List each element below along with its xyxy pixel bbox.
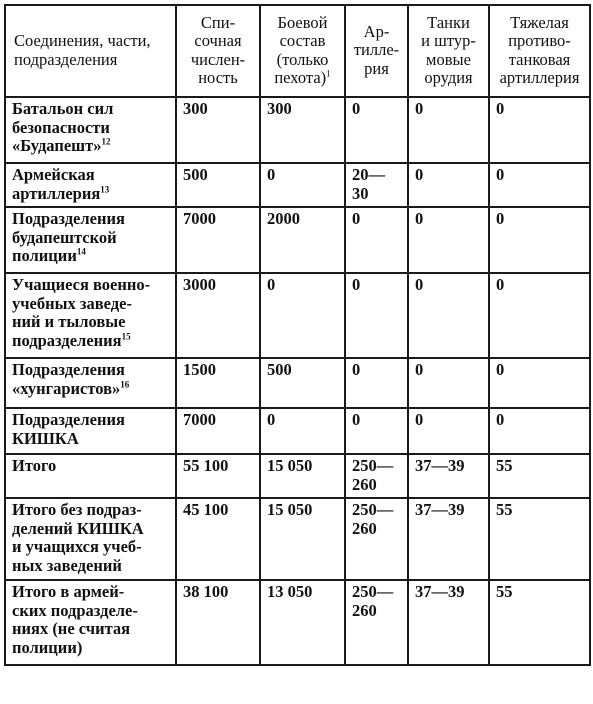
cell-listed-strength xyxy=(176,273,260,358)
cell-value: 55 xyxy=(496,500,513,519)
table-row xyxy=(5,580,590,665)
cell-value: 300 xyxy=(267,99,292,118)
cell-antitank xyxy=(489,207,590,273)
cell-combat-strength xyxy=(260,408,345,454)
row-label-cell xyxy=(5,207,176,273)
cell-antitank xyxy=(489,358,590,408)
cell-value: 0 xyxy=(352,209,361,228)
row-label: Итого в армей- ских подразделе- ниях (не считая полиции) xyxy=(12,582,138,657)
cell-tanks xyxy=(408,454,489,498)
cell-value: 500 xyxy=(183,165,208,184)
cell-combat-strength xyxy=(260,273,345,358)
row-label-cell xyxy=(5,163,176,207)
cell-combat-strength xyxy=(260,358,345,408)
cell-value: 38 100 xyxy=(183,582,229,601)
cell-artillery xyxy=(345,408,408,454)
cell-tanks xyxy=(408,163,489,207)
cell-value: 37—39 xyxy=(415,500,465,519)
cell-value: 55 100 xyxy=(183,456,229,475)
cell-value: 250— 260 xyxy=(352,500,394,538)
cell-artillery xyxy=(345,580,408,665)
cell-value: 0 xyxy=(352,360,361,379)
cell-tanks xyxy=(408,408,489,454)
cell-value: 0 xyxy=(352,410,361,429)
cell-listed-strength xyxy=(176,580,260,665)
row-label-cell xyxy=(5,97,176,163)
cell-listed-strength xyxy=(176,97,260,163)
row-label: Итого xyxy=(12,456,57,475)
cell-value: 250— 260 xyxy=(352,456,394,494)
cell-value: 20— 30 xyxy=(352,165,385,203)
footnote-marker: 12 xyxy=(101,136,111,147)
cell-value: 0 xyxy=(415,275,424,294)
cell-value: 55 xyxy=(496,582,513,601)
cell-tanks xyxy=(408,580,489,665)
cell-artillery xyxy=(345,358,408,408)
header-cell-listed-strength: Спи- сочная числен- ность xyxy=(176,5,260,97)
cell-listed-strength xyxy=(176,408,260,454)
cell-combat-strength xyxy=(260,97,345,163)
cell-combat-strength xyxy=(260,207,345,273)
cell-value: 1500 xyxy=(183,360,216,379)
table-row xyxy=(5,273,590,358)
cell-value: 0 xyxy=(496,209,505,228)
cell-value: 0 xyxy=(352,275,361,294)
cell-antitank xyxy=(489,498,590,580)
cell-antitank xyxy=(489,273,590,358)
cell-antitank xyxy=(489,408,590,454)
cell-artillery xyxy=(345,498,408,580)
cell-artillery xyxy=(345,97,408,163)
cell-artillery xyxy=(345,207,408,273)
header-row xyxy=(5,5,590,97)
cell-value: 0 xyxy=(415,209,424,228)
table-row xyxy=(5,163,590,207)
cell-value: 0 xyxy=(415,410,424,429)
row-label: Подразделения КИШКА xyxy=(12,410,125,448)
cell-value: 0 xyxy=(496,165,505,184)
cell-tanks xyxy=(408,97,489,163)
table-row xyxy=(5,97,590,163)
cell-value: 0 xyxy=(496,99,505,118)
footnote-marker: 1 xyxy=(326,68,331,79)
table-header xyxy=(5,5,590,97)
cell-tanks xyxy=(408,273,489,358)
footnote-marker: 15 xyxy=(121,331,131,341)
row-label-cell xyxy=(5,408,176,454)
row-label: Армейская артиллерия xyxy=(12,165,101,203)
cell-value: 45 100 xyxy=(183,500,229,519)
table-body xyxy=(5,97,590,665)
cell-value: 37—39 xyxy=(415,582,465,601)
cell-value: 250— 260 xyxy=(352,582,394,620)
footnote-marker: 16 xyxy=(120,379,130,389)
header-cell-combat-strength: Боевой состав (только пехота)$^1$ xyxy=(260,5,345,97)
cell-combat-strength xyxy=(260,163,345,207)
row-label-cell xyxy=(5,358,176,408)
cell-tanks xyxy=(408,207,489,273)
cell-artillery xyxy=(345,454,408,498)
cell-value: 2000 xyxy=(267,209,300,228)
cell-listed-strength xyxy=(176,163,260,207)
table-row xyxy=(5,408,590,454)
cell-value: 3000 xyxy=(183,275,216,294)
cell-value: 500 xyxy=(267,360,292,379)
cell-antitank xyxy=(489,163,590,207)
table-row xyxy=(5,207,590,273)
cell-value: 0 xyxy=(415,165,424,184)
cell-value: 0 xyxy=(352,99,361,118)
cell-artillery xyxy=(345,163,408,207)
cell-antitank xyxy=(489,580,590,665)
cell-value: 55 xyxy=(496,456,513,475)
header-cell-units: Соединения, части, подразделения xyxy=(5,5,176,97)
cell-value: 0 xyxy=(267,165,276,184)
cell-value: 0 xyxy=(415,360,424,379)
cell-value: 7000 xyxy=(183,410,216,429)
header-cell-artillery: Ар- тилле- рия xyxy=(345,5,408,97)
table-row xyxy=(5,498,590,580)
row-label: Итого без подраз- делений КИШКА и учащихся учеб- ных заведений xyxy=(12,500,144,575)
cell-listed-strength xyxy=(176,454,260,498)
cell-tanks xyxy=(408,498,489,580)
row-label: Учащиеся военно- учебных заведе- ний и тыловые подразделения xyxy=(12,275,151,350)
cell-listed-strength xyxy=(176,358,260,408)
footnote-marker: 13 xyxy=(100,184,110,194)
cell-value: 0 xyxy=(496,275,505,294)
row-label: Батальон сил безопасности «Будапешт» xyxy=(12,99,114,155)
cell-combat-strength xyxy=(260,580,345,665)
cell-combat-strength xyxy=(260,498,345,580)
cell-listed-strength xyxy=(176,498,260,580)
footnote-marker: 14 xyxy=(76,246,86,257)
row-label-cell xyxy=(5,454,176,498)
table-row xyxy=(5,454,590,498)
cell-value: 15 050 xyxy=(267,456,313,475)
cell-antitank xyxy=(489,97,590,163)
cell-value: 37—39 xyxy=(415,456,465,475)
cell-value: 15 050 xyxy=(267,500,313,519)
header-cell-antitank: Тяжелая противо- танковая артиллерия xyxy=(489,5,590,97)
cell-value: 7000 xyxy=(183,209,216,228)
cell-value: 0 xyxy=(496,360,505,379)
cell-value: 0 xyxy=(496,410,505,429)
cell-tanks xyxy=(408,358,489,408)
cell-value: 300 xyxy=(183,99,208,118)
cell-listed-strength xyxy=(176,207,260,273)
cell-value: 0 xyxy=(267,410,276,429)
cell-artillery xyxy=(345,273,408,358)
row-label: Подразделения «хунгаристов» xyxy=(12,360,125,398)
row-label-cell xyxy=(5,273,176,358)
cell-value: 0 xyxy=(415,99,424,118)
cell-value: 13 050 xyxy=(267,582,313,601)
header-cell-tanks: Танки и штур- мовые орудия xyxy=(408,5,489,97)
row-label-cell xyxy=(5,580,176,665)
row-label: Подразделения будапештской полиции xyxy=(12,209,125,265)
table-row xyxy=(5,358,590,408)
cell-combat-strength xyxy=(260,454,345,498)
row-label-cell xyxy=(5,498,176,580)
cell-value: 0 xyxy=(267,275,276,294)
cell-antitank xyxy=(489,454,590,498)
forces-table xyxy=(4,4,591,666)
